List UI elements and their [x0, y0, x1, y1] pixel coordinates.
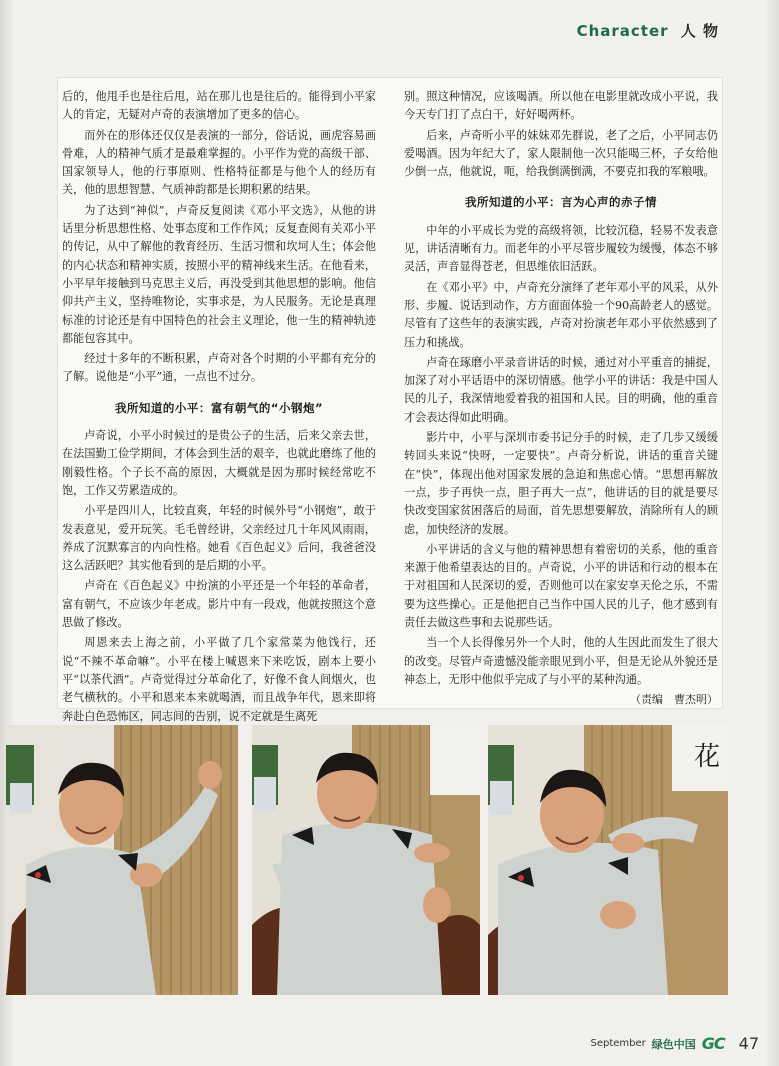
photo-1 [6, 725, 238, 995]
magazine-logo: GC [701, 1034, 725, 1053]
paragraph: 中年的小平成长为党的高级将领，比较沉稳，轻易不发表意见，讲话清晰有力。而老年的小平尽管步履较为缓慢，体态不够灵活，声音显得苍老，但思维依旧活跃。 [404, 223, 718, 274]
calligraphy-text: 花 [694, 742, 721, 772]
photo-3 [488, 725, 728, 995]
section-title-en: Character [576, 22, 669, 40]
page-footer [590, 1034, 759, 1053]
paragraph: 卢奇在琢磨小平录音讲话的时候，通过对小平重音的捕捉，加深了对小平话语中的深切情感。他学小平的讲话：我是中国人民的儿子，我深情地爱着我的祖国和人民。目的明确，他的重音才会表达得如此明确。 [404, 355, 718, 424]
paragraph: 影片中，小平与深圳市委书记分手的时候，走了几步又缓缓转回头来说“快呀，一定要快”。卢奇分析说，讲话的重音关键在“快”，体现出他对国家发展的急迫和焦虑心情。“思想再解放一点，步子再快一点，胆子再大一点”，他讲话的目的就是要尽快改变国家贫困落后的局面，首先思想要解放，消除所有人的顾虑，加快经济的发展。 [404, 431, 718, 536]
paragraph: 当一个人长得像另外一个人时，他的人生因此而发生了很大的改变。尽管卢奇遗憾没能亲眼见到小平，但是无论从外貌还是神态上，无形中他似乎完成了与小平的某种沟通。 [404, 636, 718, 686]
paragraph: 周恩来去上海之前，小平做了几个家常菜为他饯行，还说“不辣不革命嘛”。小平在楼上喊恩来下来吃饭，剧本上要小平“以茶代酒”。卢奇觉得过分革命化了，好像不食人间烟火，也老气横秋的。小平和恩来本来就喝酒，而且战争年代，恩来即将奔赴白色恐怖区，同志间的告别，说不定就是生离死 [62, 636, 376, 723]
editor-credit: （责编 曹杰明） [630, 693, 718, 707]
paragraph: 后的，他甩手也是往后甩，站在那儿也是往后的。能得到小平家人的肯定，无疑对卢奇的表演增加了更多的信心。 [62, 90, 376, 122]
subheading: 我所知道的小平：言为心声的赤子情 [465, 195, 657, 210]
subheading: 我所知道的小平：富有朝气的“小钢炮” [114, 400, 324, 415]
right-column [404, 88, 718, 710]
left-column [62, 88, 376, 728]
section-header [577, 20, 719, 41]
paragraph: 而外在的形体还仅仅是表演的一部分，俗话说，画虎容易画骨难，人的精神气质才是最难掌握的。小平作为党的高级干部、国家领导人，他的行事原则、性格特征都是与他个人的经历有关，他的思想智慧、气质神韵都是长期积累的结果。 [62, 128, 376, 197]
section-title-cn: 人 物 [680, 22, 719, 40]
photo-2 [252, 725, 480, 995]
magazine-name: 绿色中国 [651, 1037, 696, 1051]
paragraph: 在《邓小平》中，卢奇充分演绎了老年邓小平的风采，从外形、步履、说话到动作，方方面面体验一个90高龄老人的感觉。尽管有了这些年的表演实践，卢奇对扮演老年邓小平依然感到了压力和挑战。 [404, 280, 718, 349]
paragraph: 卢奇说，小平小时候过的是贵公子的生活，后来父亲去世，在法国勤工俭学期间，才体会到生活的艰辛，也就此磨练了他的刚毅性格。个子长不高的原因，大概就是因为那时候经常吃不饱，工作又劳累造成的。 [62, 429, 376, 497]
paragraph: 卢奇在《百色起义》中扮演的小平还是一个年轻的革命者，富有朝气，不应该少年老成。影片中有一段戏，他就按照这个意思做了修改。 [62, 579, 376, 630]
footer-month: September [590, 1038, 646, 1049]
paragraph: 小平讲话的含义与他的精神思想有着密切的关系，他的重音来源于他希望表达的目的。卢奇说，小平的讲话和行动的根本在于对祖国和人民深切的爱，否则他可以在家安享天伦之乐，不需要为这些操心。正是他把自己当作中国人民的儿子，他才感到有责任去做这些事和去说那些话。 [404, 542, 718, 630]
paragraph: 别。照这种情况，应该喝酒。所以他在电影里就改成小平说，我今天专门打了点白干，好好喝两杯。 [404, 90, 718, 122]
paragraph: 后来，卢奇听小平的妹妹邓先群说，老了之后，小平同志仍爱喝酒。因为年纪大了，家人限制他一次只能喝三杯，子女给他少倒一点，他就说，呃，给我倒满倒满，不要克扣我的军粮哦。 [404, 128, 718, 179]
page-number: 47 [738, 1034, 759, 1053]
paragraph: 为了达到“神似”，卢奇反复阅读《邓小平文选》，从他的讲话里分析思想性格、处事态度和工作作风；反复查阅有关邓小平的传记，从中了解他的教育经历、生活习惯和坎坷人生；体会他的内心状态和精神实质，按照小平的精神线来生活。在他看来，小平早年接触到马克思主义后，再没受到其他思想的影响。他信仰共产主义，坚持唯物论，实事求是，为人民服务。无论是真理标准的讨论还是有中国特色的社会主义理论，他一生的精神轨迹都能包容其中。 [62, 203, 376, 345]
paragraph: 经过十多年的不断积累，卢奇对各个时期的小平都有充分的了解。说他是“小平”通，一点也不过分。 [62, 352, 376, 384]
article-body [58, 78, 722, 723]
photo-strip [6, 725, 728, 997]
paragraph: 小平是四川人，比较直爽，年轻的时候外号“小钢炮”，敢于发表意见，爱开玩笑。毛毛曾经讲，父亲经过几十年风风雨雨，养成了沉默寡言的内向性格。她看《百色起义》后问，我爸爸没这么活跃吧？其实他看到的是后期的小平。 [62, 504, 376, 573]
